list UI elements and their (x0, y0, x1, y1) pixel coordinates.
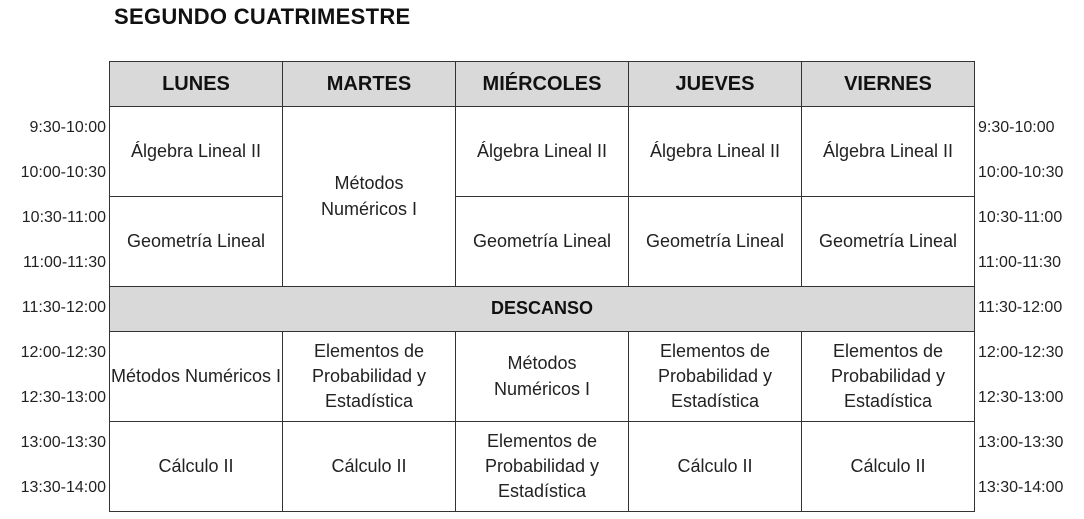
time-left-1000: 10:00-10:30 (20, 164, 106, 181)
cell-miercoles-1: Álgebra Lineal II (456, 107, 629, 197)
time-right-1300: 13:00-13:30 (978, 434, 1064, 451)
cell-jueves-4: Cálculo II (629, 422, 802, 511)
time-right-1030: 10:30-11:00 (978, 209, 1063, 226)
cell-jueves-2: Geometría Lineal (629, 197, 802, 287)
cell-jueves-3: Elementos de Probabilidad y Estadística (629, 332, 802, 422)
cell-viernes-1: Álgebra Lineal II (802, 107, 974, 197)
time-left-1100: 11:00-11:30 (22, 254, 106, 271)
cell-martes-1: Métodos Numéricos I (283, 107, 456, 287)
cell-viernes-2: Geometría Lineal (802, 197, 974, 287)
header-martes: MARTES (283, 62, 456, 107)
time-left-1030: 10:30-11:00 (21, 209, 106, 226)
time-right-1130: 11:30-12:00 (978, 299, 1063, 316)
time-left-1130: 11:30-12:00 (21, 299, 106, 316)
time-left-1300: 13:00-13:30 (20, 434, 106, 451)
time-right-1200: 12:00-12:30 (978, 344, 1064, 361)
cell-viernes-4: Cálculo II (850, 455, 926, 476)
cell-miercoles-3: Métodos Numéricos I (456, 332, 629, 422)
cell-martes-4: Cálculo II (283, 422, 456, 511)
time-left-1200: 12:00-12:30 (20, 344, 106, 361)
time-left-1230: 12:30-13:00 (20, 389, 106, 406)
cell-jueves-1: Álgebra Lineal II (629, 107, 802, 197)
time-right-1230: 12:30-13:00 (978, 389, 1064, 406)
break-row: DESCANSO (110, 287, 974, 332)
cell-lunes-2: Geometría Lineal (110, 197, 283, 287)
time-right-1330: 13:30-14:00 (978, 479, 1064, 496)
cell-lunes-3: Métodos Numéricos I (110, 332, 283, 422)
cell-miercoles-4: Elementos de Probabilidad y Estadística (456, 422, 629, 511)
time-right-1000: 10:00-10:30 (978, 164, 1064, 181)
time-right-0930: 9:30-10:00 (978, 119, 1055, 136)
cell-lunes-1: Álgebra Lineal II (110, 107, 283, 197)
cell-viernes-3: Elementos de Probabilidad y Estadística (802, 332, 974, 422)
cell-miercoles-2: Geometría Lineal (456, 197, 629, 287)
cell-martes-3: Elementos de Probabilidad y Estadística (283, 332, 456, 422)
header-lunes: LUNES (110, 62, 283, 107)
schedule-table (109, 61, 975, 512)
cell-lunes-4: Cálculo II (110, 422, 283, 511)
header-viernes: VIERNES (802, 62, 974, 107)
header-jueves: JUEVES (629, 62, 802, 107)
header-miercoles: MIÉRCOLES (456, 62, 629, 107)
time-left-1330: 13:30-14:00 (20, 479, 106, 496)
time-right-1100: 11:00-11:30 (978, 254, 1062, 271)
time-left-0930: 9:30-10:00 (29, 119, 106, 136)
page-title: SEGUNDO CUATRIMESTRE (114, 4, 411, 29)
